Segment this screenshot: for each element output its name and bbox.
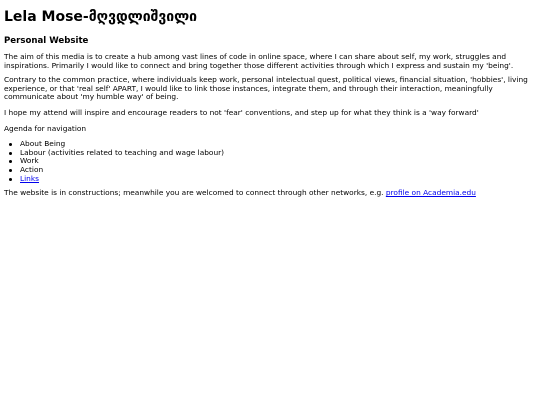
agenda-item-action: Action — [20, 166, 536, 175]
footer-paragraph — [4, 189, 536, 198]
intro-paragraph: The aim of this media is to create a hub among vast lines of code in online space, where I can share about self, my work, struggles and inspirations. Primarily I would like to connect and bring together those different activities through which I express and sustain my 'being'. — [4, 52, 514, 70]
agenda-item-labour: Labour (activities related to teaching and wage labour) — [20, 149, 536, 158]
agenda-item-links — [20, 175, 536, 184]
agenda-list — [4, 140, 536, 183]
hope-paragraph: I hope my attend will inspire and encourage readers to not 'fear' conventions, and step up for what they think is a 'way forward' — [4, 107, 479, 117]
contrary-paragraph: Contrary to the common practice, where individuals keep work, personal intelectual quest, political views, financial situation, 'hobbies', living experience, or that 'real self' APART, I would like to link those instances, integrate them, and through their interaction, meaningfully communicate about 'my humble way' of being. — [4, 75, 528, 102]
links-link[interactable]: Links — [20, 173, 39, 183]
page-subtitle: Personal Website — [4, 36, 89, 46]
agenda-item-work: Work — [20, 157, 536, 166]
footer-text: The website is in constructions; meanwhile you are welcomed to connect through other networks, e.g. — [4, 188, 386, 198]
page-title: Lela Mose-მღვდლიშვილი — [4, 9, 198, 25]
academia-profile-link[interactable]: profile on Academia.edu — [385, 188, 476, 198]
agenda-heading: Agenda for navigation — [4, 123, 87, 133]
agenda-item-about-being: About Being — [20, 140, 536, 149]
